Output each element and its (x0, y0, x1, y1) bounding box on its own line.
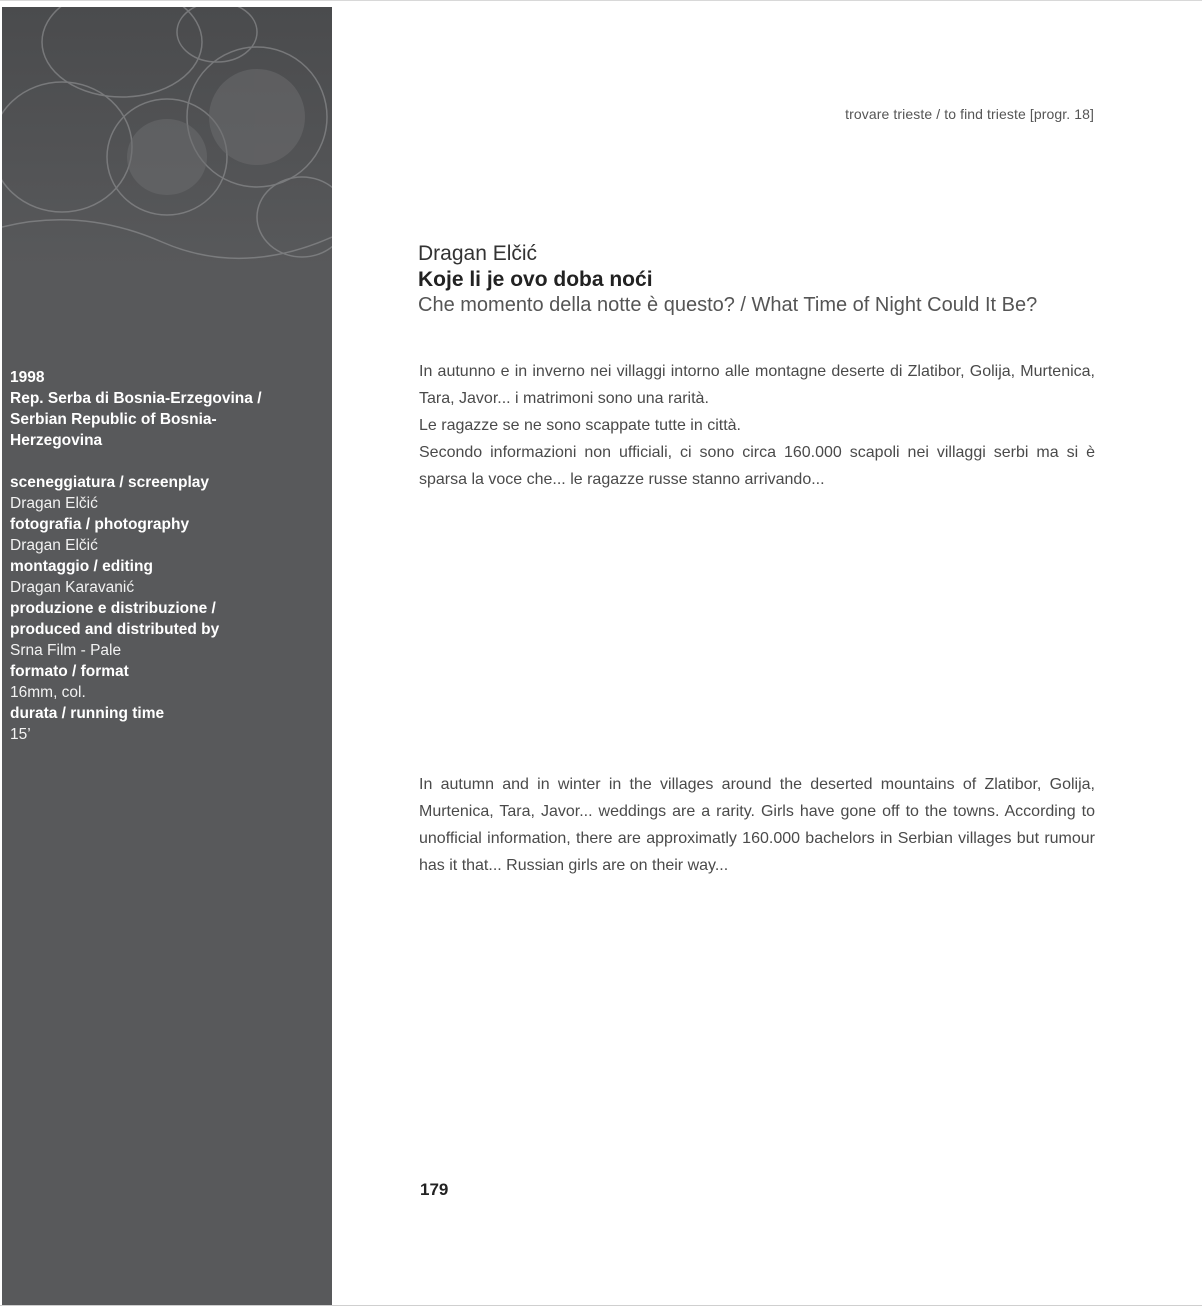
editing-value: Dragan Karavanić (10, 579, 135, 596)
country-line-2: Serbian Republic of Bosnia- (10, 411, 217, 428)
photography-value: Dragan Elčić (10, 537, 98, 554)
synopsis-it-line-3: Secondo informazioni non ufficiali, ci sono circa 160.000 scapoli nei villaggi serbi ma si è sparsa la voce che... le ragazze russe stanno arrivando... (419, 444, 1095, 488)
running-head: trovare trieste / to find trieste [progr. 18] (845, 106, 1094, 122)
screenplay-label: sceneggiatura / screenplay (10, 474, 210, 491)
synopsis-english: In autumn and in winter in the villages around the deserted mountains of Zlatibor, Golija, Murtenica, Tara, Javor... weddings are a rarity. Girls have gone off to the towns. According to unofficial information, there are approximatly 160.000 bachelors in Serbian villages but rumour has it that... Russian girls are on their way... (419, 776, 1095, 874)
editing-label: montaggio / editing (10, 558, 153, 575)
production-year: 1998 (10, 369, 45, 386)
director-name: Dragan Elčić (418, 242, 538, 265)
page-number: 179 (420, 1180, 449, 1199)
format-label: formato / format (10, 663, 129, 680)
synopsis-italian (419, 358, 1095, 493)
sidebar (2, 7, 332, 1305)
film-title-translated: Che momento della notte è questo? / What Time of Night Could It Be? (418, 294, 1038, 316)
runtime-value: 15’ (10, 726, 31, 743)
distribution-value: Srna Film - Pale (10, 642, 122, 659)
distribution-label-2: produced and distributed by (10, 621, 220, 638)
screenplay-value: Dragan Elčić (10, 495, 98, 512)
runtime-label: durata / running time (10, 705, 165, 722)
synopsis-it-line-2: Le ragazze se ne sono scappate tutte in città. (419, 417, 741, 434)
film-title-original: Koje li je ovo doba noći (418, 268, 653, 291)
photography-label: fotografia / photography (10, 516, 190, 533)
film-credits (10, 367, 328, 745)
film-still-photo (2, 7, 332, 267)
synopsis-it-line-1: In autunno e in inverno nei villaggi intorno alle montagne deserte di Zlatibor, Golija, Murtenica, Tara, Javor... i matrimoni sono una rarità. (419, 363, 1095, 407)
format-value: 16mm, col. (10, 684, 86, 701)
country-line-3: Herzegovina (10, 432, 103, 449)
distribution-label-1: produzione e distribuzione / (10, 600, 216, 617)
page-bottom-edge (0, 1305, 1202, 1306)
country-line-1: Rep. Serba di Bosnia-Erzegovina / (10, 390, 262, 407)
